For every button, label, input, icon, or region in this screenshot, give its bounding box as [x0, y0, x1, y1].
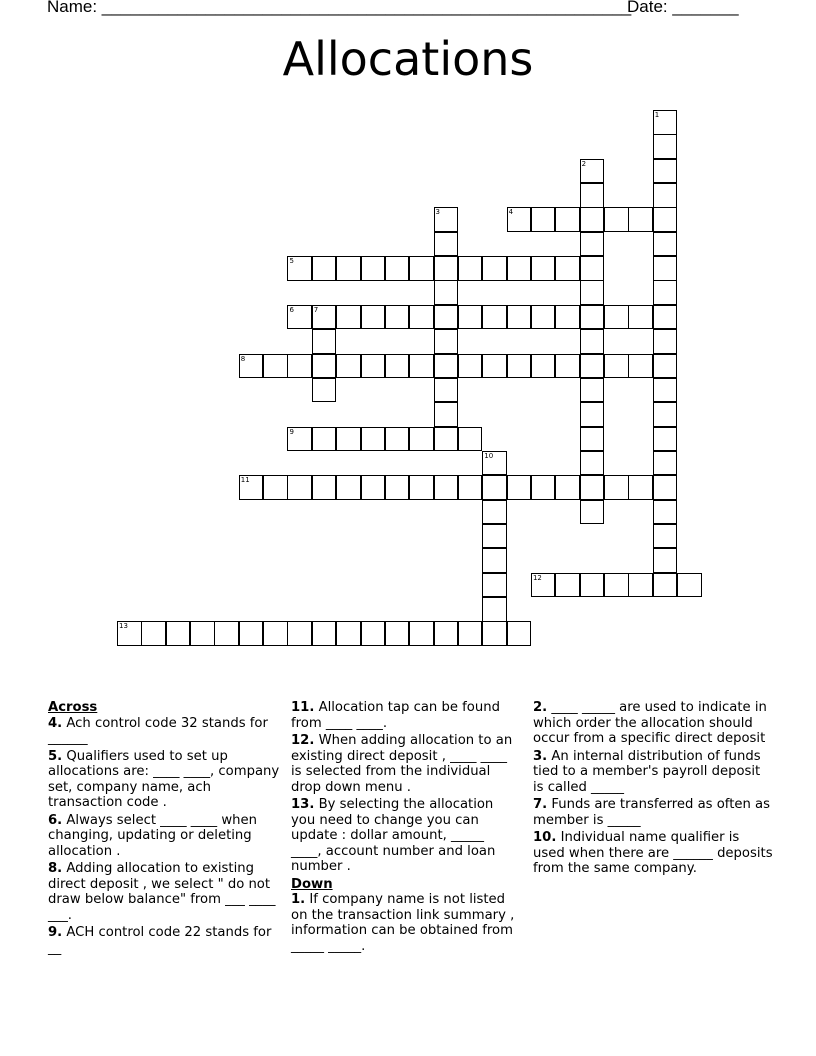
crossword-cell[interactable]: [214, 621, 239, 646]
crossword-cell[interactable]: [580, 159, 605, 184]
crossword-cell[interactable]: [385, 354, 410, 379]
crossword-cell[interactable]: [482, 305, 507, 330]
crossword-cell[interactable]: [287, 305, 312, 330]
crossword-cell[interactable]: [361, 256, 386, 281]
crossword-cell[interactable]: [458, 305, 483, 330]
crossword-cell[interactable]: [458, 427, 483, 452]
crossword-cell[interactable]: [580, 183, 605, 208]
clue-down-7: 7. Funds are transferred as often as member is _____: [533, 797, 770, 828]
crossword-cell[interactable]: [434, 621, 459, 646]
crossword-cell[interactable]: [263, 621, 288, 646]
crossword-cell[interactable]: [580, 427, 605, 452]
crossword-cell[interactable]: [312, 354, 337, 379]
clue-across-12: 12. When adding allocation to an existing direct deposit , ____ ____ is selected from the individual drop down menu .: [291, 733, 513, 795]
crossword-cell[interactable]: [507, 256, 532, 281]
crossword-cell[interactable]: [482, 500, 507, 525]
crossword-cell[interactable]: [287, 427, 312, 452]
crossword-cell[interactable]: [336, 475, 361, 500]
crossword-cell[interactable]: [653, 256, 678, 281]
crossword-cell[interactable]: [580, 451, 605, 476]
crossword-cell[interactable]: [239, 475, 264, 500]
clue-across-13: 13. By selecting the allocation you need to change you can update : dollar amount, _____ ____, account number and loan number .: [291, 797, 496, 874]
crossword-cell[interactable]: [653, 354, 678, 379]
crossword-cell[interactable]: [434, 207, 459, 232]
crossword-cell[interactable]: [312, 427, 337, 452]
crossword-cell[interactable]: [555, 207, 580, 232]
crossword-cell[interactable]: [287, 354, 312, 379]
crossword-cell[interactable]: [653, 573, 678, 598]
clues-column-2: [291, 700, 516, 956]
crossword-cell[interactable]: [190, 621, 215, 646]
crossword-cell[interactable]: [409, 256, 434, 281]
crossword-cell[interactable]: [580, 207, 605, 232]
crossword-cell[interactable]: [604, 475, 629, 500]
clue-number-label: 12: [532, 573, 542, 582]
crossword-cell[interactable]: [531, 475, 556, 500]
crossword-cell[interactable]: [555, 354, 580, 379]
crossword-cell[interactable]: [336, 256, 361, 281]
clue-down-3: 3. An internal distribution of funds tied to a member's payroll deposit is called _____: [533, 748, 761, 795]
crossword-cell[interactable]: [336, 305, 361, 330]
crossword-cell[interactable]: [434, 329, 459, 354]
crossword-cell[interactable]: [653, 475, 678, 500]
crossword-cell[interactable]: [117, 621, 142, 646]
crossword-cell[interactable]: [653, 183, 678, 208]
crossword-cell[interactable]: [287, 256, 312, 281]
crossword-cell[interactable]: [409, 475, 434, 500]
crossword-cell[interactable]: [580, 256, 605, 281]
crossword-cell[interactable]: [653, 500, 678, 525]
name-field-label: Name: ________________________________________________________: [47, 0, 632, 16]
clue-number-label: 9: [289, 427, 294, 436]
crossword-cell[interactable]: [434, 305, 459, 330]
crossword-cell[interactable]: [580, 354, 605, 379]
crossword-cell[interactable]: [336, 427, 361, 452]
crossword-cell[interactable]: [531, 305, 556, 330]
crossword-cell[interactable]: [385, 427, 410, 452]
crossword-cell[interactable]: [239, 621, 264, 646]
clue-number-label: 8: [240, 354, 246, 363]
crossword-cell[interactable]: [482, 621, 507, 646]
clue-across-5: 5. Qualifiers used to set up allocations are: ____ ____, company set, company name, ach transaction code .: [48, 748, 280, 810]
crossword-cell[interactable]: [141, 621, 166, 646]
crossword-cell[interactable]: [555, 305, 580, 330]
crossword-cell[interactable]: [580, 232, 605, 257]
crossword-cell[interactable]: [434, 475, 459, 500]
crossword-cell[interactable]: [580, 305, 605, 330]
crossword-cell[interactable]: [166, 621, 191, 646]
crossword-cell[interactable]: [653, 329, 678, 354]
crossword-cell[interactable]: [434, 232, 459, 257]
crossword-cell[interactable]: [604, 207, 629, 232]
crossword-cell[interactable]: [312, 475, 337, 500]
crossword-cell[interactable]: [604, 354, 629, 379]
crossword-cell[interactable]: [239, 354, 264, 379]
crossword-cell[interactable]: [507, 354, 532, 379]
crossword-cell[interactable]: [336, 621, 361, 646]
crossword-cell[interactable]: [653, 280, 678, 305]
clue-number-label: 1: [654, 111, 660, 119]
crossword-cell[interactable]: [361, 621, 386, 646]
crossword-cell[interactable]: [482, 354, 507, 379]
crossword-cell[interactable]: [409, 427, 434, 452]
page-title: Allocations: [282, 32, 534, 86]
crossword-cell[interactable]: [361, 354, 386, 379]
clue-across-6: 6. Always select ____ ____ when changing, updating or deleting allocation .: [48, 812, 257, 859]
crossword-cell[interactable]: [287, 475, 312, 500]
down-heading: Down: [291, 876, 333, 892]
crossword-cell[interactable]: [580, 573, 605, 598]
crossword-cell[interactable]: [385, 305, 410, 330]
clue-number-label: 11: [240, 476, 250, 485]
clue-down-2: 2. ____ _____ are used to indicate in which order the allocation should occur from a specific direct deposit: [533, 700, 767, 746]
crossword-cell[interactable]: [385, 621, 410, 646]
crossword-cell[interactable]: [507, 207, 532, 232]
crossword-cell[interactable]: [434, 378, 459, 403]
clue-down-10: 10. Individual name qualifier is used when there are ______ deposits from the same company.: [533, 830, 773, 876]
crossword-cell[interactable]: [482, 597, 507, 622]
crossword-cell[interactable]: [287, 621, 312, 646]
clues-column-3: [533, 700, 773, 879]
crossword-cell[interactable]: [434, 280, 459, 305]
crossword-cell[interactable]: [555, 573, 580, 598]
crossword-cell[interactable]: [653, 524, 678, 549]
crossword-cell[interactable]: [580, 329, 605, 354]
crossword-cell[interactable]: [336, 354, 361, 379]
crossword-cell[interactable]: [653, 207, 678, 232]
crossword-cell[interactable]: [507, 621, 532, 646]
crossword-cell[interactable]: [434, 427, 459, 452]
crossword-cell[interactable]: [312, 621, 337, 646]
crossword-cell[interactable]: [458, 621, 483, 646]
crossword-cell[interactable]: [312, 256, 337, 281]
crossword-cell[interactable]: [312, 378, 337, 403]
crossword-cell[interactable]: [361, 475, 386, 500]
clue-number-label: 13: [119, 622, 128, 631]
crossword-cell[interactable]: [312, 305, 337, 330]
crossword-cell[interactable]: [263, 354, 288, 379]
crossword-cell[interactable]: [361, 305, 386, 330]
clue-across-8: 8. Adding allocation to existing direct deposit , we select " do not draw below balance" from ___ ____ ___.: [48, 861, 276, 923]
clue-number-label: 10: [484, 451, 494, 460]
crossword-cell[interactable]: [555, 256, 580, 281]
crossword-cell[interactable]: [409, 354, 434, 379]
crossword-cell[interactable]: [531, 256, 556, 281]
crossword-cell[interactable]: [531, 573, 556, 598]
date-field-label: Date: _______: [627, 0, 739, 16]
crossword-cell[interactable]: [653, 159, 678, 184]
crossword-cell[interactable]: [482, 524, 507, 549]
crossword-cell[interactable]: [531, 207, 556, 232]
crossword-cell[interactable]: [580, 378, 605, 403]
crossword-cell[interactable]: [653, 548, 678, 573]
crossword-cell[interactable]: [361, 427, 386, 452]
crossword-cell[interactable]: [385, 256, 410, 281]
crossword-cell[interactable]: [653, 110, 678, 135]
crossword-cell[interactable]: [653, 427, 678, 452]
clue-number-label: 2: [581, 159, 587, 168]
crossword-cell[interactable]: [653, 232, 678, 257]
crossword-cell[interactable]: [653, 451, 678, 476]
crossword-cell[interactable]: [482, 475, 507, 500]
crossword-cell[interactable]: [482, 451, 507, 476]
crossword-cell[interactable]: [580, 402, 605, 427]
clue-number-label: 4: [508, 208, 514, 217]
clue-across-4: 4. Ach control code 32 stands for ______: [48, 715, 268, 746]
crossword-cell[interactable]: [507, 305, 532, 330]
crossword-cell[interactable]: [580, 280, 605, 305]
crossword-cell[interactable]: [434, 402, 459, 427]
crossword-cell[interactable]: [628, 573, 653, 598]
crossword-cell[interactable]: [555, 475, 580, 500]
crossword-cell[interactable]: [434, 354, 459, 379]
crossword-cell[interactable]: [628, 475, 653, 500]
crossword-cell[interactable]: [434, 256, 459, 281]
clue-across-9: 9. ACH control code 22 stands for __: [48, 925, 272, 956]
crossword-cell[interactable]: [653, 134, 678, 159]
clue-number-label: 6: [289, 305, 294, 314]
crossword-cell[interactable]: [312, 329, 337, 354]
crossword-cell[interactable]: [628, 207, 653, 232]
crossword-cell[interactable]: [653, 305, 678, 330]
clue-down-1: 1. If company name is not listed on the transaction link summary , information can be obtained from _____ _____.: [291, 892, 515, 954]
crossword-cell[interactable]: [677, 573, 702, 598]
crossword-cell[interactable]: [458, 475, 483, 500]
crossword-cell[interactable]: [482, 256, 507, 281]
crossword-cell[interactable]: [458, 354, 483, 379]
across-heading: Across: [48, 700, 98, 715]
clue-across-11: 11. Allocation tap can be found from ____ ____.: [291, 700, 500, 731]
crossword-cell[interactable]: [628, 305, 653, 330]
clue-number-label: 5: [289, 257, 294, 266]
crossword-cell[interactable]: [580, 500, 605, 525]
crossword-cell[interactable]: [409, 621, 434, 646]
clue-number-label: 7: [313, 305, 319, 314]
crossword-cell[interactable]: [653, 378, 678, 403]
crossword-cell[interactable]: [409, 305, 434, 330]
crossword-cell[interactable]: [482, 573, 507, 598]
crossword-cell[interactable]: [531, 354, 556, 379]
crossword-cell[interactable]: [653, 402, 678, 427]
clues-column-1: [48, 700, 284, 958]
crossword-cell[interactable]: [482, 548, 507, 573]
crossword-cell[interactable]: [604, 305, 629, 330]
crossword-cell[interactable]: [507, 475, 532, 500]
crossword-cell[interactable]: [628, 354, 653, 379]
crossword-cell[interactable]: [263, 475, 288, 500]
clue-number-label: 3: [435, 208, 441, 217]
crossword-cell[interactable]: [580, 475, 605, 500]
crossword-cell[interactable]: [458, 256, 483, 281]
crossword-cell[interactable]: [604, 573, 629, 598]
crossword-cell[interactable]: [385, 475, 410, 500]
